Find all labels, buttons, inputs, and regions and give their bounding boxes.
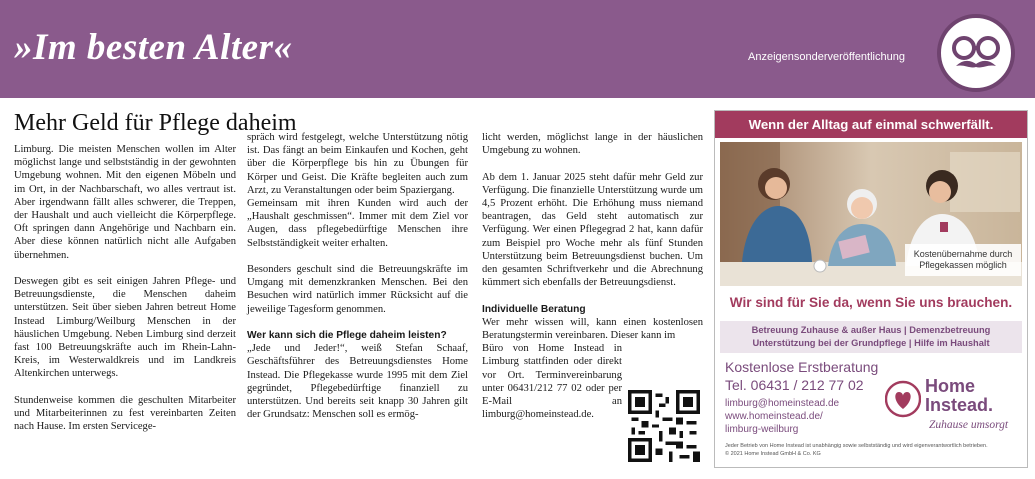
cost-coverage-badge: Kostenübernahme durch Pflegekassen möglich <box>905 244 1021 276</box>
services-list <box>720 321 1022 353</box>
ad-footnote: Jeder Betrieb von Home Instead ist unabhängig sowie selbstständig und wird eigenverantwortlich betrieben. © 2021 Home Instead GmbH & Co. KG <box>725 443 988 457</box>
paragraph: licht werden, möglichst lange in der häuslichen Umgebung zu wohnen. <box>482 132 703 157</box>
contact-paragraph: Büro von Home Instead in Limburg stattfinden oder direkt vor Ort. Terminvereinbarung unter 06431/212 77 02 oder per E-Mail an limburg@homeinstead.de. <box>482 343 622 421</box>
paragraph: spräch wird festgelegt, welche Unterstützung nötig ist. Das fängt an beim Einkaufen und Kochen, geht über die Körperpflege bis hin zu Übungen für Körper und Geist. Die Kräfte begleiten auch zum Arzt, zu Veranstaltungen oder beim Spaziergang. <box>247 132 468 196</box>
ad-top-banner: Wenn der Alltag auf einmal schwerfällt. <box>715 111 1027 138</box>
paragraph: Deswegen gibt es seit einigen Jahren Pflege- und Betreuungsdienste, die Menschen daheim unterstützen. Seit über sieben Jahren betreut Home Instead Limburg/Weilburg Menschen in der häuslichen Umgebung. Neben Limburg sind derzeit fast 100 Betreuungskräfte auch im Rhein-Lahn-Kreis, im Westerwaldkreis und im Landkreis Altenkirchen unterwegs. <box>14 276 236 380</box>
section-title: »Im besten Alter« <box>14 27 293 68</box>
website-link[interactable]: www.homeinstead.de/ limburg-weilburg <box>725 411 823 435</box>
advertising-label: Anzeigensonderveröffentlichung <box>748 51 905 63</box>
heart-house-icon <box>885 379 921 419</box>
phone-number[interactable]: Tel. 06431 / 212 77 02 <box>725 377 864 393</box>
paragraph: Stundenweise kommen die geschulten Mitarbeiter und Mitarbeiterinnen zu fest vereinbarten Zeiten nach Hause. Im ersten Servicege- <box>14 394 236 433</box>
subheading: Wer kann sich die Pflege daheim leisten? <box>247 330 447 342</box>
paragraph: „Jede und Jeder!“, weiß Stefan Schaaf, Geschäftsführer des Betreuungsdienstes Home Instead. Die Pflegekasse wurde 1995 mit dem Ziel gegründet, Pflegebedürftige finanziell zu unterstützen. Und bereits seit knapp 30 Jahren gilt der Grundsatz: Menschen soll es ermög- <box>247 343 468 421</box>
logo-tagline: Zuhause umsorgt <box>929 419 1009 431</box>
article-column-1 <box>14 143 236 447</box>
ad-slogan: Wir sind für Sie da, wenn Sie uns brauchen. <box>729 295 1013 310</box>
subheading: Individuelle Beratung <box>482 303 586 315</box>
paragraph: Besonders geschult sind die Betreuungskräfte im Umgang mit demenzkranken Menschen. Bei den Besuchen wird natürlich immer Rücksicht auf die jeweilige Tagesform genommen. <box>247 264 468 315</box>
home-instead-advertisement <box>714 110 1028 468</box>
article-column-2 <box>247 131 468 435</box>
home-instead-logo <box>885 377 1021 437</box>
qr-code-icon[interactable] <box>628 390 700 462</box>
article-headline: Mehr Geld für Pflege daheim <box>14 110 297 136</box>
paragraph: Limburg. Die meisten Menschen wollen im Alter möglichst lange und selbstständig in der gewohnten Umgebung wohnen. Mit den eigenen Möbeln und im Ort, in der Nachbarschaft, wo alles vertraut ist. Aber irgendwann fällt alles schwerer, die Treppen, der Haushalt und auch vielleicht die Körperpflege. Oft springen dann Angehörige und Nachbarn ein. Aber diese können natürlich nicht alle Aufgaben übernehmen. <box>14 144 236 261</box>
glasses-mustache-icon <box>937 14 1015 92</box>
paragraph: Ab dem 1. Januar 2025 steht dafür mehr Geld zur Verfügung. Die finanzielle Unterstützung wurde um 4,5 Prozent erhöht. Die Erhöhung muss niemand beantragen, das Geld steht automatisch zur Verfügung. Wer einen Pflegegrad 2 hat, kann dafür zum Beispiel pro Woche mehr als fünf Stunden Unterstützung beim Betreuungsdienst buchen. Um den gesamten Schriftverkehr und die Abrechnung kümmert sich ebenfalls der Betreuungsdienst. <box>482 171 703 289</box>
logo-wordmark: Home Instead. <box>925 376 994 415</box>
email-link[interactable]: limburg@homeinstead.de <box>725 398 840 409</box>
services-line: Betreuung Zuhause & außer Haus | Demenzbetreuung <box>751 325 991 335</box>
section-header <box>0 0 1035 98</box>
services-line: Unterstützung bei der Grundpflege | Hilfe im Haushalt <box>752 338 990 348</box>
free-consultation-label: Kostenlose Erstberatung <box>725 359 879 375</box>
paragraph: Wer mehr wissen will, kann einen kostenlosen Beratungstermin vereinbaren. Dieser kann im <box>482 316 703 342</box>
paragraph: Gemeinsam mit ihren Kunden wird auch der „Haushalt geschmissen“. Immer mit dem Ziel vor Augen, dass pflegebedürftige Menschen ihre Selbstständigkeit weiter erhalten. <box>247 198 468 249</box>
